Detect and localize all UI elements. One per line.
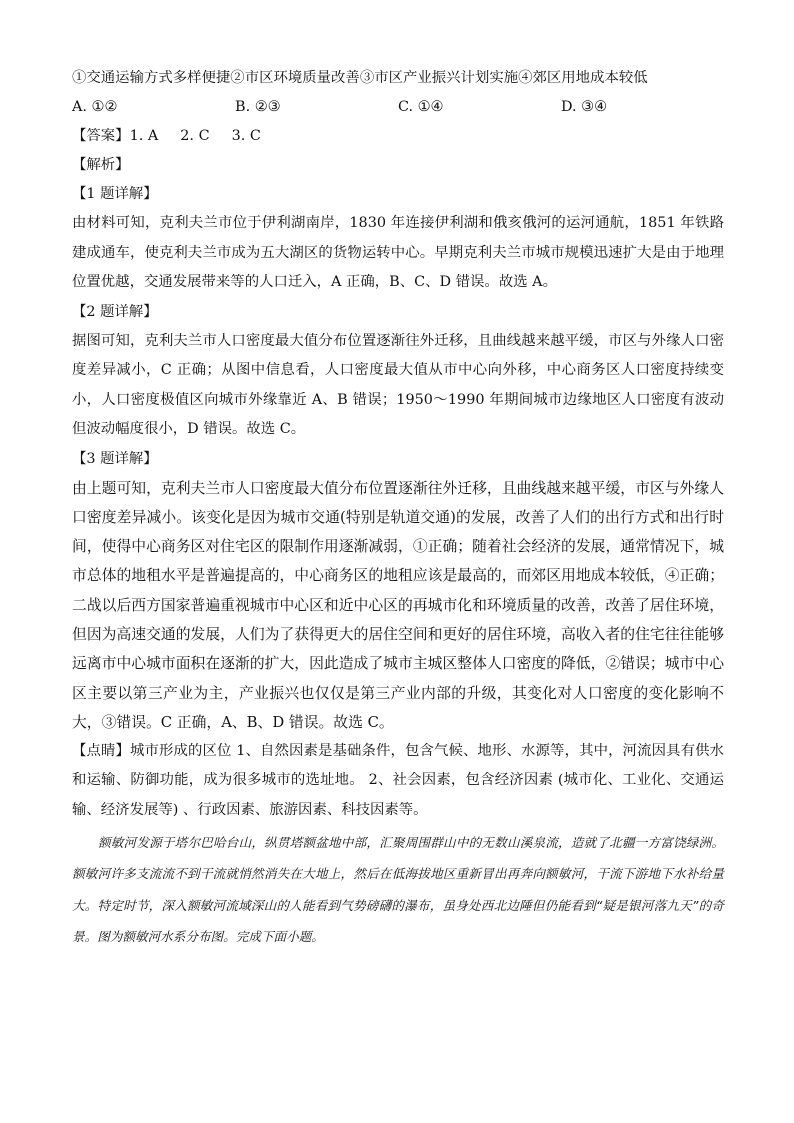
answer-item-3: 3. C [231, 128, 261, 144]
analysis-heading: 【解析】 [72, 157, 130, 173]
tip-paragraph [72, 737, 724, 825]
question-stem-line: ①交通运输方式多样便捷②市区环境质量改善③市区产业振兴计划实施④郊区用地成本较低 [72, 70, 648, 86]
q1-explanation: 由材料可知，克利夫兰市位于伊利湖南岸，1830 年连接伊利湖和俄亥俄河的运河通航，1851 年铁路建成通车，使克利夫兰市成为五大湖区的货物运转中心。早期克利夫兰市城市规模迅速扩大是由于地理位置优越，交通发展带来等的人口迁入，A 正确，B、C、D 错误。故选 A。 [72, 215, 724, 290]
q2-explanation: 据图可知，克利夫兰市人口密度最大值分布位置逐渐往外迁移，且曲线越来越平缓，市区与外缘人口密度差异减小，C 正确；从图中信息看，人口密度最大值从市中心向外移，中心商务区人口密度持续变小，人口密度极值区向城市外缘靠近 A、B 错误；1950～1990 年期间城市边缘地区人口密度有波动但波动幅度很小，D 错误。故选 C。 [72, 332, 724, 437]
q1-heading: 【1 题详解】 [72, 186, 158, 202]
answer-tag: 【答案】 [72, 128, 130, 144]
option-a: A. ①② [72, 99, 118, 115]
q3-explanation: 由上题可知，克利夫兰市人口密度最大值分布位置逐渐往外迁移，且曲线越来越平缓，市区与外缘人口密度差异减小。该变化是因为城市交通(特别是轨道交通)的发展，改善了人们的出行方式和出行时间，使得中心商务区对住宅区的限制作用逐渐减弱，①正确；随着社会经济的发展，通常情况下，城市总体的地租水平是普遍提高的，中心商务区的地租应该是最高的，而郊区用地成本较低，④正确；二战以后西方国家普遍重视城市中心区和近中心区的再城市化和环境质量的改善，改善了居住环境，但因为高速交通的发展，人们为了获得更大的居住空间和更好的居住环境，高收入者的住宅往往能够远离市中心城市面积在逐渐的扩大，因此造成了城市主城区整体人口密度的降低，②错误；城市中心区主要以第三产业为主，产业振兴也仅仅是第三产业内部的升级，其变化对人口密度的变化影响不大，③错误。C 正确，A、B、D 错误。故选 C。 [72, 479, 724, 731]
answer-line [72, 122, 724, 151]
answer-options [72, 93, 724, 122]
q3-heading: 【3 题详解】 [72, 450, 158, 467]
option-c: C. ①④ [398, 99, 444, 115]
option-b: B. ②③ [235, 99, 281, 115]
option-d: D. ③④ [561, 99, 607, 115]
document-page [72, 64, 724, 953]
answer-item-1: 1. A [129, 128, 159, 144]
tip-body: 城市形成的区位 1、自然因素是基础条件，包含气候、地形、水源等，其中，河流因具有供水和运输、防御功能，成为很多城市的选址地。 2、社会因素，包含经济因素 (城市化、工业化、交通运输、经济发展等) 、行政因素、旅游因素、科技因素等。 [72, 743, 724, 818]
answer-item-2: 2. C [180, 128, 210, 144]
reading-passage: 额敏河发源于塔尔巴哈台山，纵贯塔额盆地中部，汇聚周围群山中的无数山溪泉流，造就了北疆一方富饶绿洲。额敏河许多支流流不到干流就悄然消失在大地上，然后在低海拔地区重新冒出再奔向额敏河，干流下游地下水补给量大。特定时节，深入额敏河流域深山的人能看到气势磅礴的瀑布，虽身处西北边陲但仍能看到“疑是银河落九天”的奇景。图为额敏河水系分布图。完成下面小题。 [72, 834, 724, 945]
tip-heading: 【点睛】 [72, 743, 131, 760]
q2-heading: 【2 题详解】 [72, 303, 158, 320]
